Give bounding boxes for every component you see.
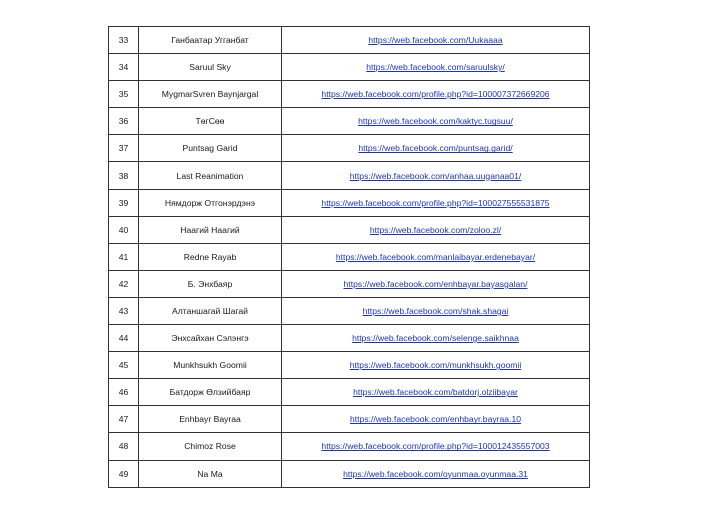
table-row xyxy=(109,379,590,406)
table-row xyxy=(109,325,590,352)
row-name: Redne Rayab xyxy=(139,243,282,270)
profile-link[interactable]: https://web.facebook.com/batdorj.olziibayar xyxy=(353,387,518,398)
row-name: Na Ma xyxy=(139,460,282,487)
profile-link[interactable]: https://web.facebook.com/saruulsky/ xyxy=(366,62,505,73)
profiles-table xyxy=(108,26,590,488)
table-row xyxy=(109,27,590,54)
row-url-cell xyxy=(282,243,590,270)
row-url-cell xyxy=(282,379,590,406)
row-url-cell xyxy=(282,81,590,108)
row-url-cell xyxy=(282,189,590,216)
row-url-cell xyxy=(282,325,590,352)
row-url-cell xyxy=(282,27,590,54)
row-number: 49 xyxy=(109,460,139,487)
profile-link[interactable]: https://web.facebook.com/profile.php?id=100012435557003 xyxy=(321,441,550,452)
profile-link[interactable]: https://web.facebook.com/puntsag.garid/ xyxy=(358,143,513,154)
row-number: 35 xyxy=(109,81,139,108)
row-name: Алтаншагай Шагай xyxy=(139,297,282,324)
profile-link[interactable]: https://web.facebook.com/profile.php?id=100007372669206 xyxy=(321,89,550,100)
row-name: Нямдорж Отгонэрдэнэ xyxy=(139,189,282,216)
row-name: Munkhsukh Goomii xyxy=(139,352,282,379)
row-name: Наагий Наагий xyxy=(139,216,282,243)
table-row xyxy=(109,135,590,162)
row-url-cell xyxy=(282,352,590,379)
table-row xyxy=(109,243,590,270)
row-name: MygmarSvren Baynjargal xyxy=(139,81,282,108)
row-url-cell xyxy=(282,162,590,189)
row-number: 41 xyxy=(109,243,139,270)
row-name: Puntsag Garid xyxy=(139,135,282,162)
table-row xyxy=(109,433,590,460)
row-url-cell xyxy=(282,108,590,135)
table-row xyxy=(109,406,590,433)
profile-link[interactable]: https://web.facebook.com/oyunmaa.oyunmaa.31 xyxy=(343,468,528,479)
row-url-cell xyxy=(282,406,590,433)
row-name: ТөгСөө xyxy=(139,108,282,135)
row-url-cell xyxy=(282,135,590,162)
row-number: 48 xyxy=(109,433,139,460)
profile-link[interactable]: https://web.facebook.com/manlaibayar.erdenebayar/ xyxy=(335,251,536,262)
profiles-table-body xyxy=(109,27,590,488)
row-number: 47 xyxy=(109,406,139,433)
row-name: Батдорж Өлзийбаяр xyxy=(139,379,282,406)
profile-link[interactable]: https://web.facebook.com/enhbayr.bayraa.10 xyxy=(349,414,522,425)
row-number: 36 xyxy=(109,108,139,135)
profile-link[interactable]: https://web.facebook.com/Uukaaaa xyxy=(368,35,503,46)
profile-link[interactable]: https://web.facebook.com/enhbayar.bayasgalan/ xyxy=(343,278,528,289)
table-row xyxy=(109,162,590,189)
row-number: 43 xyxy=(109,297,139,324)
row-name: Saruul Sky xyxy=(139,54,282,81)
row-number: 46 xyxy=(109,379,139,406)
row-number: 37 xyxy=(109,135,139,162)
profile-link[interactable]: https://web.facebook.com/munkhsukh.goomii xyxy=(349,360,522,371)
table-row xyxy=(109,81,590,108)
profile-link[interactable]: https://web.facebook.com/kaktyc.tugsuu/ xyxy=(358,116,513,127)
row-url-cell xyxy=(282,54,590,81)
row-number: 44 xyxy=(109,325,139,352)
profile-link[interactable]: https://web.facebook.com/selenge.saikhnaa xyxy=(352,333,519,344)
row-url-cell xyxy=(282,270,590,297)
table-row xyxy=(109,352,590,379)
profile-link[interactable]: https://web.facebook.com/zoloo.zl/ xyxy=(369,224,502,235)
profile-link[interactable]: https://web.facebook.com/shak.shagai xyxy=(362,305,509,316)
row-number: 33 xyxy=(109,27,139,54)
row-name: Б. Энхбаяр xyxy=(139,270,282,297)
row-name: Last Reanimation xyxy=(139,162,282,189)
table-row xyxy=(109,54,590,81)
row-url-cell xyxy=(282,216,590,243)
row-url-cell xyxy=(282,460,590,487)
row-name: Chimoz Rose xyxy=(139,433,282,460)
row-url-cell xyxy=(282,297,590,324)
table-row xyxy=(109,270,590,297)
table-row xyxy=(109,108,590,135)
table-row xyxy=(109,460,590,487)
row-number: 39 xyxy=(109,189,139,216)
row-url-cell xyxy=(282,433,590,460)
row-name: Ганбаатар Угганбат xyxy=(139,27,282,54)
row-name: Энхсайхан Сэлэнгэ xyxy=(139,325,282,352)
table-row xyxy=(109,216,590,243)
row-number: 38 xyxy=(109,162,139,189)
profile-link[interactable]: https://web.facebook.com/anhaa.uuganaa01/ xyxy=(349,170,522,181)
row-number: 42 xyxy=(109,270,139,297)
row-number: 34 xyxy=(109,54,139,81)
table-row xyxy=(109,189,590,216)
table-row xyxy=(109,297,590,324)
profile-link[interactable]: https://web.facebook.com/profile.php?id=100027555531875 xyxy=(321,197,550,208)
row-number: 45 xyxy=(109,352,139,379)
row-name: Enhbayr Bayraa xyxy=(139,406,282,433)
row-number: 40 xyxy=(109,216,139,243)
